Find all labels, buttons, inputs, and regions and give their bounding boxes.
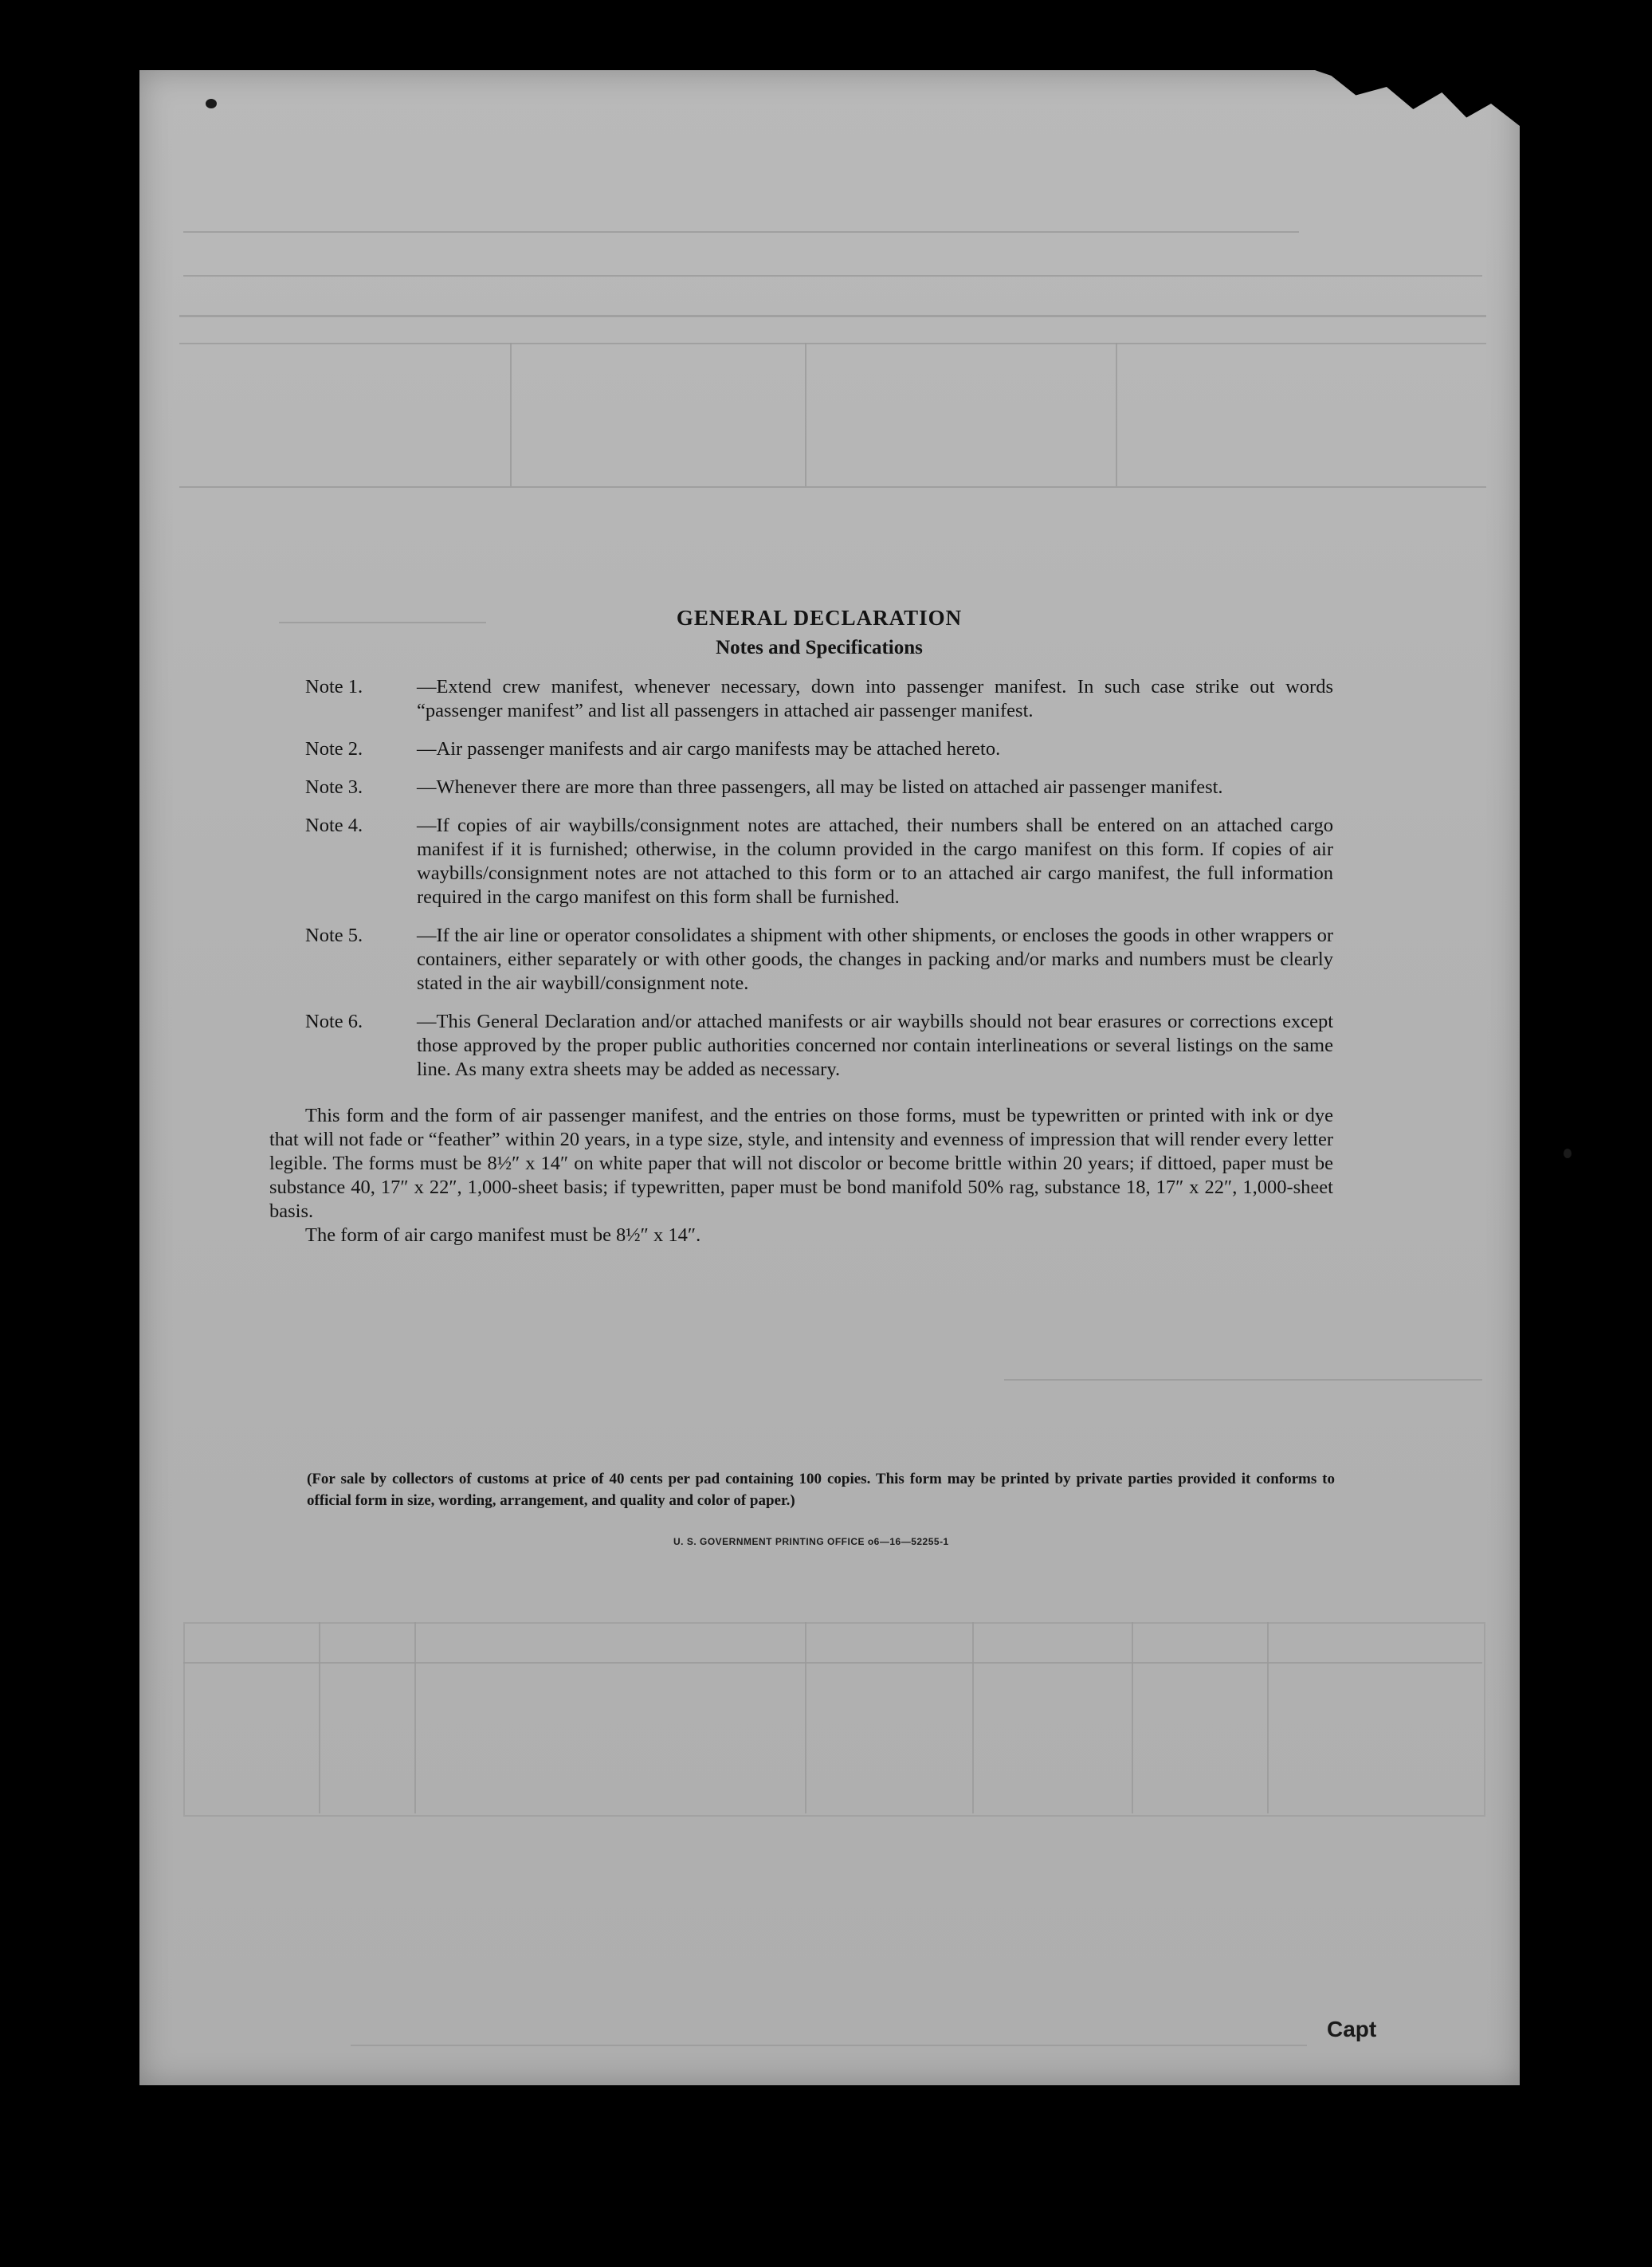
ghost-rule xyxy=(179,315,1486,317)
ghost-rule xyxy=(183,275,1482,277)
ghost-rule xyxy=(510,343,512,486)
note-label: Note 6. xyxy=(305,1011,363,1032)
ghost-rule xyxy=(972,1622,974,1813)
ghost-rule xyxy=(351,2045,1307,2046)
ghost-rule xyxy=(179,343,1486,344)
notes-section xyxy=(269,606,1333,1247)
ink-speck xyxy=(206,99,217,108)
ghost-rule xyxy=(414,1622,416,1813)
note-3 xyxy=(305,776,1333,800)
note-text: —Whenever there are more than three passengers, all may be listed on attached air passenger manifest. xyxy=(417,776,1223,798)
sale-notice: (For sale by collectors of customs at price of 40 cents per pad containing 100 copies. This form may be printed by private parties provided it conforms to official form in size, wording, arrangement, and quality and color of paper.) xyxy=(307,1471,1335,1509)
page-subtitle: Notes and Specifications xyxy=(716,637,923,658)
ghost-rule xyxy=(1116,343,1117,486)
ghost-rule xyxy=(1004,1379,1482,1381)
ghost-rule xyxy=(805,1622,806,1813)
note-text: —Extend crew manifest, whenever necessary, down into passenger manifest. In such case strike out words “passenger manifest” and list all passengers in attached air passenger manifest. xyxy=(417,676,1333,721)
ghost-rule xyxy=(183,1662,1482,1664)
note-label: Note 2. xyxy=(305,738,363,760)
ghost-rule xyxy=(183,231,1299,233)
note-6 xyxy=(305,1010,1333,1082)
note-text: —If copies of air waybills/consignment notes are attached, their numbers shall be entered on an attached cargo manifest if it is furnished; otherwise, in the column provided in the cargo manifest on this form. If copies of air waybills/consignment notes are not attached to this form or to an attached air cargo manifest, the full information required in the cargo manifest on this form shall be furnished. xyxy=(417,815,1333,908)
note-label: Note 3. xyxy=(305,776,363,798)
ghost-rule xyxy=(319,1622,320,1813)
note-4 xyxy=(305,814,1333,910)
note-text: —This General Declaration and/or attached manifests or air waybills should not bear erasures or corrections except those approved by the proper public authorities concerned nor contain interlineations or several listings on the same line. As many extra sheets may be added as necessary. xyxy=(417,1011,1333,1080)
printer-line: U. S. GOVERNMENT PRINTING OFFICE o6—16—52255-1 xyxy=(673,1536,949,1547)
note-2 xyxy=(305,737,1333,761)
ink-speck xyxy=(1564,1149,1572,1158)
cargo-manifest-size-paragraph: The form of air cargo manifest must be 8½″ x 14″. xyxy=(305,1224,701,1246)
note-label: Note 1. xyxy=(305,676,363,697)
format-requirements-paragraph: This form and the form of air passenger manifest, and the entries on those forms, must be typewritten or printed with ink or dye that will not fade or “feather” within 20 years, in a type size, style, and intensity and evenness of impression that will render every letter legible. The forms must be 8½″ x 14″ on white paper that will not discolor or become brittle within 20 years; if dittoed, paper must be substance 40, 17″ x 22″, 1,000-sheet basis; if typewritten, paper must be bond manifold 50% rag, substance 18, 17″ x 22″, 1,000-sheet basis. xyxy=(269,1105,1333,1222)
note-5 xyxy=(305,924,1333,996)
ghost-rule xyxy=(1132,1622,1133,1813)
ghost-rule xyxy=(1267,1622,1269,1813)
ghost-rule xyxy=(179,486,1486,488)
note-text: —If the air line or operator consolidates a shipment with other shipments, or encloses the goods in other wrappers or containers, either separately or with other goods, the changes in packing and/or marks and numbers must be clearly stated in the air waybill/consignment note. xyxy=(417,925,1333,994)
ghost-rule xyxy=(805,343,806,486)
corner-text: Capt xyxy=(1327,2017,1377,2041)
note-text: —Air passenger manifests and air cargo manifests may be attached hereto. xyxy=(417,738,1001,760)
page-title: GENERAL DECLARATION xyxy=(676,606,963,630)
ghost-box xyxy=(183,1622,1485,1817)
note-label: Note 5. xyxy=(305,925,363,946)
note-1 xyxy=(305,675,1333,723)
note-label: Note 4. xyxy=(305,815,363,836)
